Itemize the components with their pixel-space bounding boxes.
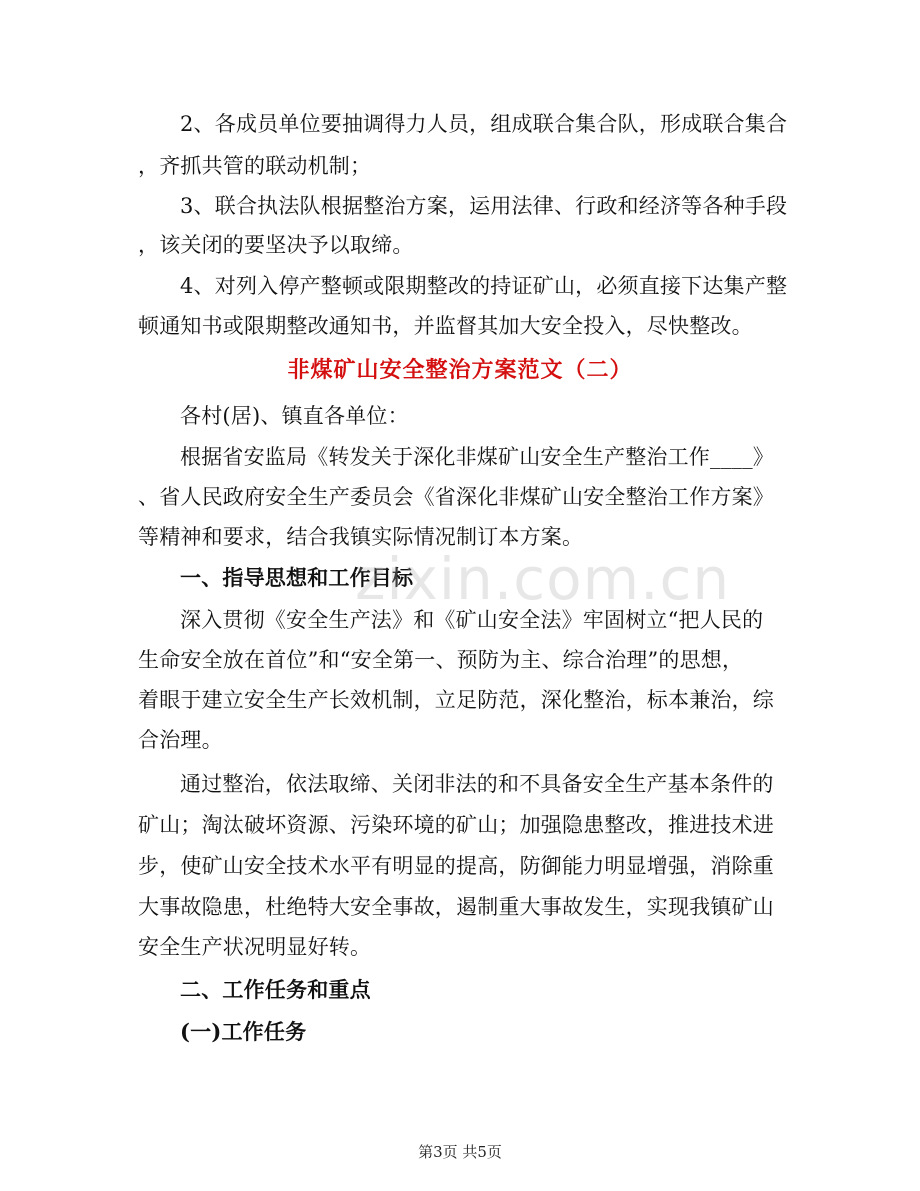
section-heading: 一、指导思想和工作目标 bbox=[180, 565, 414, 590]
paragraph-line: 通过整治，依法取缔、关闭非法的和不具备安全生产基本条件的 bbox=[180, 772, 774, 796]
paragraph-line: 安全生产状况明显好转。 bbox=[138, 935, 372, 959]
section-heading: 二、工作任务和重点 bbox=[180, 977, 371, 1002]
salutation: 各村(居)、镇直各单位： bbox=[180, 404, 409, 428]
page-number: 第3页 共5页 bbox=[418, 1143, 502, 1161]
paragraph-line: ，齐抓共管的联动机制； bbox=[138, 154, 372, 178]
paragraph-line: 着眼于建立安全生产长效机制，立足防范，深化整治，标本兼治，综 bbox=[138, 688, 774, 712]
paragraph-line: 深入贯彻《安全生产法》和《矿山安全法》牢固树立“把人民的 bbox=[180, 608, 764, 632]
watermark: zixin.com.cn bbox=[355, 545, 731, 613]
paragraph-line: 大事故隐患，杜绝特大安全事故，遏制重大事故发生，实现我镇矿山 bbox=[138, 895, 774, 919]
intro-line: 、省人民政府安全生产委员会《省深化非煤矿山安全整治工作方案》 bbox=[138, 485, 774, 509]
paragraph-line: 步，使矿山安全技术水平有明显的提高，防御能力明显增强，消除重 bbox=[138, 854, 774, 878]
paragraph-line: 4、对列入停产整顿或限期整改的持证矿山，必须直接下达集产整 bbox=[180, 274, 788, 298]
subsection-heading: (一)工作任务 bbox=[180, 1019, 307, 1044]
intro-line: 等精神和要求，结合我镇实际情况制订本方案。 bbox=[138, 525, 584, 549]
document-title: 非煤矿山安全整治方案范文（二） bbox=[287, 357, 633, 383]
intro-line: 根据省安监局《转发关于深化非煤矿山安全生产整治工作____》 bbox=[180, 445, 774, 469]
paragraph-line: ，该关闭的要坚决予以取缔。 bbox=[138, 233, 414, 257]
paragraph-line: 2、各成员单位要抽调得力人员，组成联合集合队，形成联合集合 bbox=[180, 112, 788, 136]
paragraph-line: 生命安全放在首位”和“安全第一、预防为主、综合治理”的思想， bbox=[138, 648, 744, 672]
paragraph-line: 矿山；淘汰破坏资源、污染环境的矿山；加强隐患整改，推进技术进 bbox=[138, 813, 774, 837]
paragraph-line: 顿通知书或限期整改通知书，并监督其加大安全投入，尽快整改。 bbox=[138, 314, 753, 338]
paragraph-line: 3、联合执法队根据整治方案，运用法律、行政和经济等各种手段 bbox=[180, 194, 788, 218]
paragraph-line: 合治理。 bbox=[138, 728, 223, 752]
